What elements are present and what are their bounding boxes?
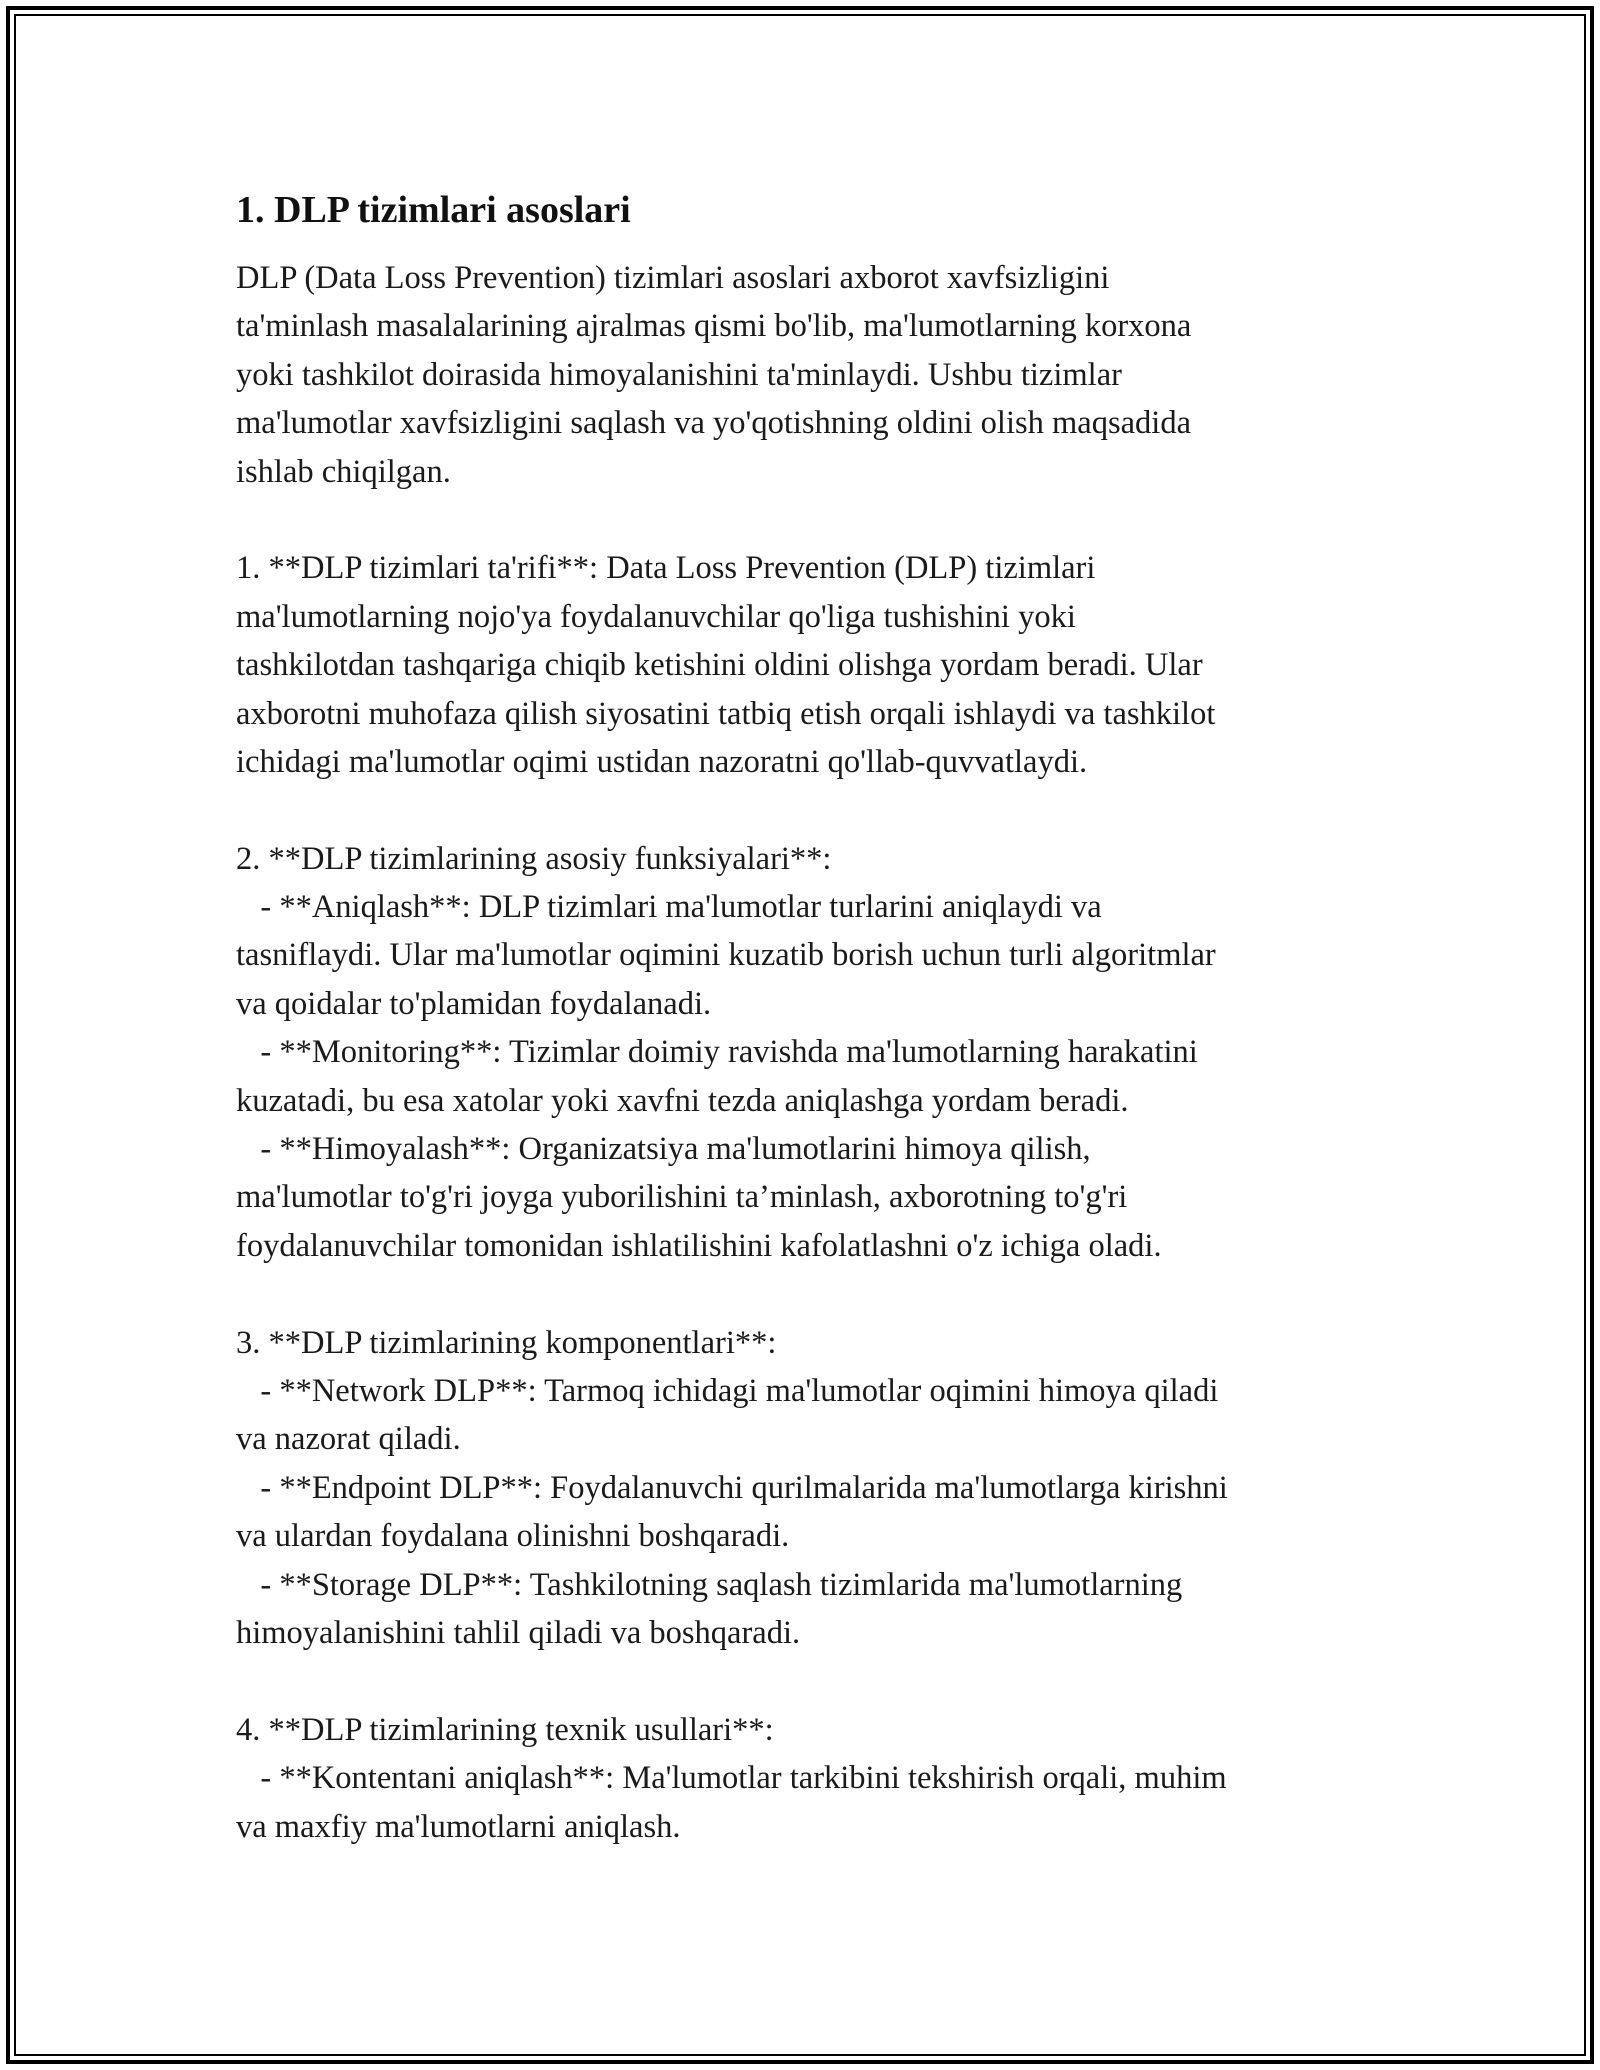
text-line: va ulardan foydalana olinishni boshqaradi.: [236, 1518, 790, 1555]
text-line: ta'minlash masalalarining ajralmas qismi bo'lib, ma'lumotlarning korxona: [236, 308, 1192, 345]
text-line: va nazorat qiladi.: [236, 1421, 461, 1458]
blank-line: [236, 786, 1376, 834]
text-line: - **Storage DLP**: Tashkilotning saqlash tizimlarida ma'lumotlarning: [236, 1566, 1183, 1603]
text-line: - **Endpoint DLP**: Foydalanuvchi qurilmalarida ma'lumotlarga kirishni: [236, 1469, 1228, 1506]
text-line: ma'lumotlarning nojo'ya foydalanuvchilar qo'liga tushishini yoki: [236, 598, 1076, 635]
text-line: ma'lumotlar xavfsizligini saqlash va yo'qotishning oldini olish maqsadida: [236, 405, 1191, 442]
text-line: ichidagi ma'lumotlar oqimi ustidan nazoratni qo'llab-quvvatlaydi.: [236, 743, 1088, 780]
text-line: - **Himoyalash**: Organizatsiya ma'lumotlarini himoya qilish,: [236, 1131, 1091, 1168]
document-body: [236, 186, 1376, 1851]
text-line: himoyalanishini tahlil qiladi va boshqaradi.: [236, 1614, 801, 1651]
text-line: - **Kontentani aniqlash**: Ma'lumotlar tarkibini tekshirish orqali, muhim: [236, 1760, 1227, 1797]
text-line: foydalanuvchilar tomonidan ishlatilishini kafolatlashni o'z ichiga oladi.: [236, 1227, 1162, 1264]
text-line: axborotni muhofaza qilish siyosatini tatbiq etish orqali ishlaydi va tashkilot: [236, 695, 1216, 732]
blank-line: [236, 1657, 1376, 1705]
text-line: kuzatadi, bu esa xatolar yoki xavfni tezda aniqlashga yordam beradi.: [236, 1082, 1129, 1119]
text-line: DLP (Data Loss Prevention) tizimlari asoslari axborot xavfsizligini: [236, 260, 1110, 296]
page-title: 1. DLP tizimlari asoslari: [236, 189, 631, 231]
blank-line: [236, 1270, 1376, 1318]
text-line: tasniflaydi. Ular ma'lumotlar oqimini kuzatib borish uchun turli algoritmlar: [236, 937, 1216, 974]
text-line: va maxfiy ma'lumotlarni aniqlash.: [236, 1808, 681, 1845]
text-line: 4. **DLP tizimlarining texnik usullari**:: [236, 1711, 774, 1748]
text-line: 2. **DLP tizimlarining asosiy funksiyalari**:: [236, 840, 832, 877]
text-line: va qoidalar to'plamidan foydalanadi.: [236, 985, 712, 1022]
text-line: ma'lumotlar to'g'ri joyga yuborilishini ta’minlash, axborotning to'g'ri: [236, 1179, 1128, 1216]
text-line: - **Network DLP**: Tarmoq ichidagi ma'lumotlar oqimini himoya qiladi: [236, 1372, 1219, 1409]
text-line: 1. **DLP tizimlari ta'rifi**: Data Loss Prevention (DLP) tizimlari: [236, 550, 1096, 587]
text-line: - **Aniqlash**: DLP tizimlari ma'lumotlar turlarini aniqlaydi va: [236, 889, 1102, 926]
text-line: 3. **DLP tizimlarining komponentlari**:: [236, 1324, 777, 1361]
text-line: tashkilotdan tashqariga chiqib ketishini oldini olishga yordam beradi. Ular: [236, 647, 1203, 684]
text-line: - **Monitoring**: Tizimlar doimiy ravishda ma'lumotlarning harakatini: [236, 1034, 1198, 1071]
text-line: yoki tashkilot doirasida himoyalanishini ta'minlaydi. Ushbu tizimlar: [236, 356, 1122, 393]
text-line: ishlab chiqilgan.: [236, 453, 451, 490]
blank-line: [236, 496, 1376, 544]
